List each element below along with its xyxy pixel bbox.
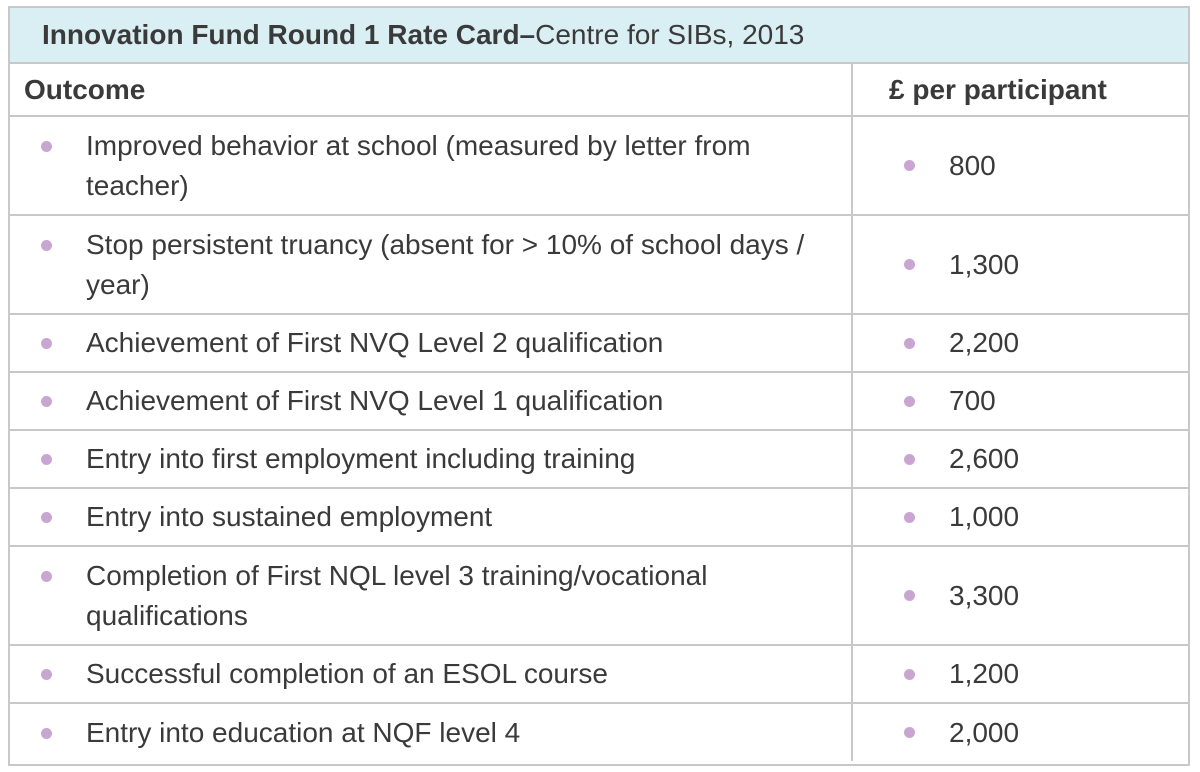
rate-card	[8, 6, 1190, 766]
bullet-icon	[41, 454, 52, 465]
outcome-text: Entry into sustained employment	[86, 501, 493, 532]
bullet-icon	[41, 240, 52, 251]
title-source: Centre for SIBs, 2013	[535, 19, 805, 50]
bullet-icon	[904, 396, 915, 407]
bullet-icon	[41, 338, 52, 349]
bullet-icon	[904, 512, 915, 523]
table-row	[10, 703, 1188, 761]
bullet-icon	[904, 259, 915, 270]
outcome-header: Outcome	[10, 64, 852, 116]
payment-value: 2,200	[949, 327, 1020, 358]
payment-value: 700	[949, 385, 996, 416]
outcome-text: Entry into education at NQF level 4	[86, 716, 521, 748]
payment-value: 2,600	[949, 443, 1020, 474]
table-row	[10, 645, 1188, 703]
bullet-icon	[904, 727, 915, 738]
bullet-icon	[904, 454, 915, 465]
bullet-icon	[41, 571, 52, 582]
outcome-text: Achievement of First NVQ Level 1 qualification	[86, 385, 664, 416]
bullet-icon	[41, 669, 52, 680]
payment-value: 1,200	[949, 658, 1020, 689]
title-dash: –	[519, 19, 536, 50]
bullet-icon	[41, 141, 52, 152]
payment-value: 2,000	[949, 716, 1020, 748]
table-row	[10, 116, 1188, 215]
outcome-text: Improved behavior at school (measured by letter from teacher)	[86, 129, 751, 201]
outcome-text: Achievement of First NVQ Level 2 qualification	[86, 327, 664, 358]
table-row	[10, 546, 1188, 645]
payment-value: 800	[949, 149, 996, 181]
outcome-text: Stop persistent truancy (absent for > 10% of school days / year)	[86, 228, 805, 300]
bullet-icon	[41, 512, 52, 523]
header-row	[10, 64, 1188, 116]
title-main: Innovation Fund Round 1 Rate Card	[42, 19, 520, 50]
bullet-icon	[41, 396, 52, 407]
rate-table	[10, 64, 1188, 761]
bullet-icon	[904, 669, 915, 680]
outcome-text: Completion of First NQL level 3 training/vocational qualifications	[86, 559, 708, 631]
bullet-icon	[41, 728, 52, 739]
bullet-icon	[904, 338, 915, 349]
payment-value: 1,000	[949, 501, 1020, 532]
payment-header: £ per participant	[852, 64, 1188, 116]
table-row	[10, 488, 1188, 546]
bullet-icon	[904, 590, 915, 601]
bullet-icon	[904, 160, 915, 171]
payment-value: 1,300	[949, 248, 1020, 280]
table-row	[10, 215, 1188, 314]
table-row	[10, 314, 1188, 372]
outcome-text: Successful completion of an ESOL course	[86, 658, 608, 689]
outcome-text: Entry into first employment including training	[86, 443, 636, 474]
table-row	[10, 430, 1188, 488]
title-bar	[10, 8, 1188, 64]
payment-value: 3,300	[949, 579, 1020, 611]
table-row	[10, 372, 1188, 430]
